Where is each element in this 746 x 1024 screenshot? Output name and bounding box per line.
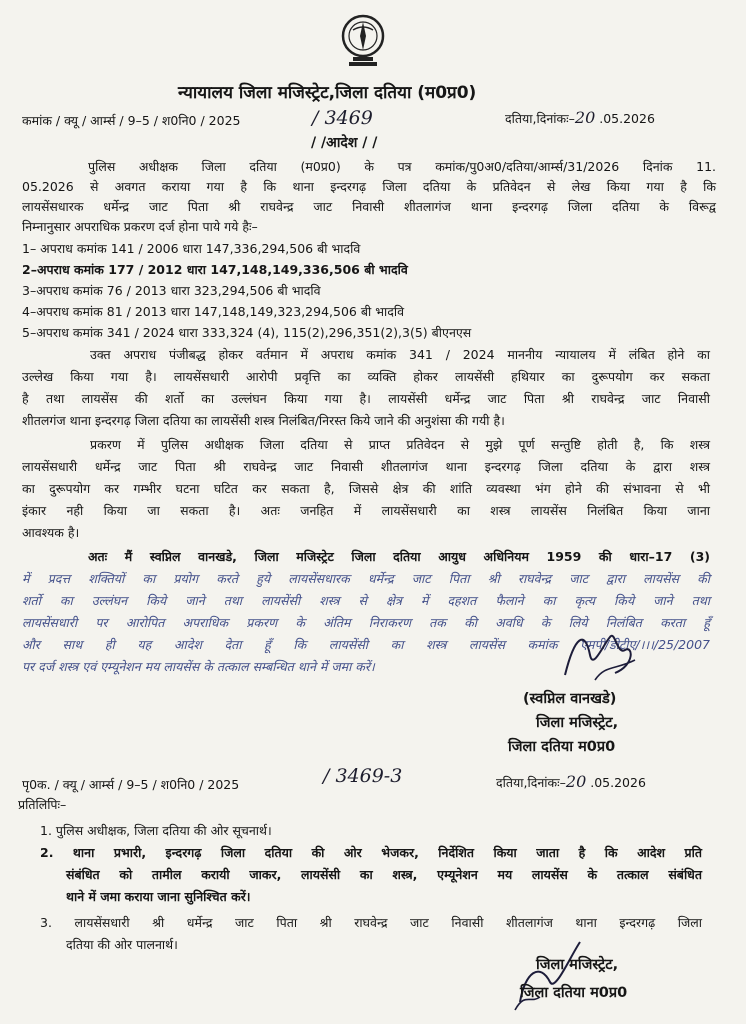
date-rest: .05.2026: [599, 111, 655, 126]
case-item: 2–अपराध कमांक 177 / 2012 धारा 147,148,149,336,506 बी भादवि: [22, 262, 408, 277]
para2-line: है तथा लायसेंस की शर्तो का उल्लंघन किया गया है। लायसेंसी धर्मेन्द्र जाट पिता श्री राघवेन्द्र जाट निवासी: [22, 391, 710, 406]
para1-line: लायसेंसधारक धर्मेन्द्र जाट पिता श्री राघवेन्द्र जाट निवासी शीतलागंज थाना इन्दरगढ़ जिला दतिया के विरूद्व: [22, 199, 716, 214]
para4-line: में प्रदत्त शक्तियों का प्रयोग करते हुये लायसेंसधारक धर्मेन्द्र जाट पिता श्री राघवेन्द्र जाट द्वारा लायसेंस की: [22, 571, 710, 586]
para2-line: उक्त अपराध पंजीबद्ध होकर वर्तमान में अपराध कमांक 341 / 2024 माननीय न्यायालय में लंबित होने का: [90, 347, 710, 362]
signatory-designation: जिला मजिस्ट्रेट,: [536, 715, 619, 731]
para4-line: शर्तो का उल्लंघन किये जाने तथा लायसेंसी शस्त्र से क्षेत्र में दहशत फैलाने का कृत्य किये जाने तथा: [22, 593, 710, 608]
order-date: [505, 108, 655, 127]
endorsement-reference: पृ0क. / क्यू / आर्म्स / 9–5 / श0नि0 / 2025: [22, 777, 240, 792]
handwritten-dispatch-number: / 3469: [312, 107, 373, 129]
order-heading: / /आदेश / /: [311, 135, 378, 151]
endorsement-date: [496, 772, 646, 791]
court-title: न्यायालय जिला मजिस्ट्रेट,जिला दतिया (म0प्र0): [178, 83, 477, 103]
reference-number: कमांक / क्यू / आर्म्स / 9–5 / श0नि0 / 2025: [22, 113, 241, 128]
case-item: 1– अपराध कमांक 141 / 2006 धारा 147,336,294,506 बी भादवि: [22, 241, 361, 256]
date-rest: .05.2026: [590, 775, 646, 790]
case-item: 3–अपराध कमांक 76 / 2013 धारा 323,294,506 बी भादवि: [22, 283, 321, 298]
copy-item-cont: थाने में जमा कराया जाना सुनिश्चित करें।: [66, 889, 251, 904]
para1-line: 05.2026 से अवगत कराया गया है कि थाना इन्दरगढ़ जिला दतिया के प्रतिवेदन से लेख किया गया है कि: [22, 179, 716, 194]
copy-to-label: प्रतिलिपिः–: [18, 797, 67, 812]
handwritten-date-day: 20: [565, 772, 587, 791]
date-label: दतिया,दिनांकः–: [496, 775, 566, 790]
para2-line: शीतलगंज थाना इन्दरगढ़ जिला दतिया का लायसेंसी शस्त्र निलंबित/निरस्त किये जाने की अनुशंसा की गयी है।: [22, 413, 505, 428]
copy-item-cont: संबंधित को तामील करायी जाकर, लायसेंसी का शस्त्र, एम्यूनेशन मय लायसेंस के तत्काल संबंधित: [66, 867, 702, 882]
para3-line: लायसेंसधारी धर्मेन्द्र जाट पिता श्री राघवेन्द्र जाट निवासी शीतलागंज थाना इन्दरगढ़ जिला दतिया के द्वारा शस्त्र: [22, 459, 710, 474]
copy-item: 2. थाना प्रभारी, इन्दरगढ़ जिला दतिया की ओर भेजकर, निर्देशित किया जाता है कि आदेश प्रति: [40, 845, 702, 860]
copy-item: 1. पुलिस अधीक्षक, जिला दतिया की ओर सूचनार्थ।: [40, 823, 272, 838]
para4-lead: अतः मैं स्वप्निल वानखडे, जिला मजिस्ट्रेट जिला दतिया आयुध अधिनियम 1959 की धारा–17 (3): [88, 549, 710, 564]
handwritten-endorsement-number: / 3469-3: [323, 765, 403, 787]
para3-line: प्रकरण में पुलिस अधीक्षक जिला दतिया से प्राप्त प्रतिवेदन से मुझे पूर्ण सन्तुष्टि होती है, कि शस्त्र: [90, 437, 710, 452]
para4-line: और साथ ही यह आदेश देता हूँ कि लायसेंसी का शस्त्र लायसेंस कमांक एमपी/डीटीए/।।।/25/2007: [22, 637, 710, 652]
para3-line: आवश्यक है।: [22, 525, 80, 540]
para3-line: इंकार नही किया जा सकता है। अतः जनहित में लायसेंसधारी का शस्त्र लायसेंस निलंबित किया जाना: [22, 503, 710, 518]
signatory-designation: जिला मजिस्ट्रेट,: [536, 957, 619, 973]
case-item: 5–अपराध कमांक 341 / 2024 धारा 333,324 (4), 115(2),296,351(2),3(5) बीएनएस: [22, 325, 472, 340]
para2-line: उल्लेख किया गया है। लायसेंसधारी आरोपी प्रवृत्ति का व्यक्ति होकर लायसेंसी हथियार का दुरूपयोग कर सकता: [22, 369, 710, 384]
para1-line: पुलिस अधीक्षक जिला दतिया (म0प्र0) के पत्र कमांक/पु0अ0/दतिया/आर्म्स/31/2026 दिनांक 11.: [88, 159, 716, 174]
signatory-location: जिला दतिया म0प्र0: [508, 739, 616, 755]
state-emblem-icon: [339, 14, 387, 70]
para4-line: लायसेंसधारी पर आरोपित अपराधिक प्रकरण के अंतिम निराकरण तक की अवधि के लिये निलंबित करता हूँ: [22, 615, 710, 630]
para3-line: का दुरूपयोग कर गम्भीर घटना घटित कर सकता है, जिससे क्षेत्र की शांति व्यवस्था भंग होने की संभावना से भी: [22, 481, 710, 496]
signature-icon: [555, 625, 645, 685]
para1-line: निम्नानुसार अपराधिक प्रकरण दर्ज होना पाये गये हैः–: [22, 219, 258, 234]
signatory-location: जिला दतिया म0प्र0: [520, 985, 628, 1001]
date-label: दतिया,दिनांकः–: [505, 111, 575, 126]
case-item: 4–अपराध कमांक 81 / 2013 धारा 147,148,149,323,294,506 बी भादवि: [22, 304, 405, 319]
copy-item: 3. लायसेंसधारी श्री धर्मेन्द्र जाट पिता श्री राघवेन्द्र जाट निवासी शीतलागंज थाना इन्दरगढ़ जिला: [40, 915, 702, 930]
copy-item-cont: दतिया की ओर पालनार्थ।: [66, 937, 178, 952]
handwritten-date-day: 20: [574, 108, 596, 127]
para4-line: पर दर्ज शस्त्र एवं एम्यूनेशन मय लायसेंस के तत्काल सम्बन्धित थाने में जमा करें।: [22, 659, 375, 674]
signatory-name: (स्वप्निल वानखडे): [523, 691, 617, 707]
